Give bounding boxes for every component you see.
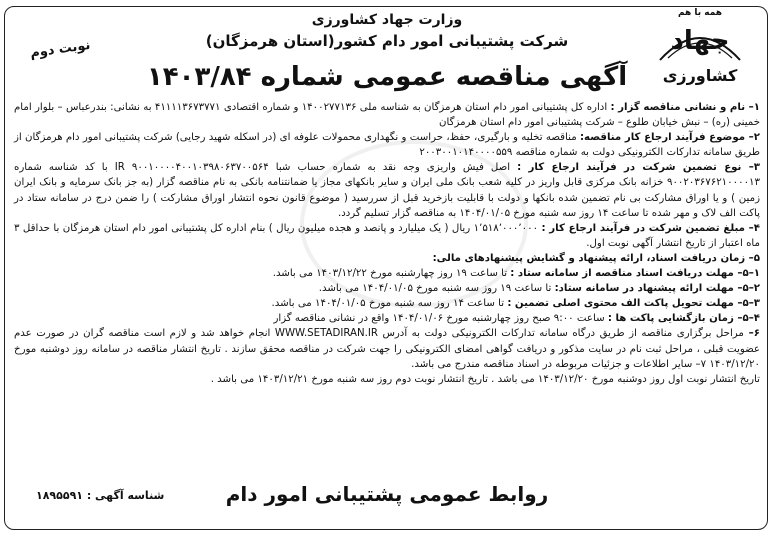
notice-paragraph — [14, 100, 760, 130]
paragraph-text: ساعت ۹:۰۰ صبح روز چهارشنبه مورخ ۱۴۰۴/۰۱/۰۶ واقع در نشانی مناقصه گزار — [273, 313, 608, 325]
paragraph-label: ۱– نام و نشانی مناقصه گزار : — [610, 102, 760, 113]
paragraph-label: ۶– — [743, 328, 760, 340]
paragraph-text: تاریخ انتشار نوبت اول روز دوشنبه مورخ ۱۴۰۳/۱۲/۲۰ می باشد . تاریخ انتشار نوبت دوم روز سه شنبه مورخ ۱۴۰۳/۱۲/۲۱ می باشد . — [210, 373, 760, 385]
ministry-name: وزارت جهاد کشاورزی — [311, 12, 463, 28]
notice-paragraph — [14, 130, 760, 160]
paragraph-text: مناقصه تخلیه و بارگیری، حفظ، حراست و نگهداری محمولات علوفه ای (در اسکله شهید رجایی) شرکت پشتیبانی امور دام هرمزگان از طریق سامانه تدارکات الکترونیکی دولت به شماره مناقصه ۲۰۰۳۰۰۱۰۱۴۰۰۰۰۵۵۹ — [14, 132, 760, 159]
notice-paragraph — [14, 221, 760, 251]
paragraph-text: تا ساعت ۱۴ روز سه شنبه مورخ ۱۴۰۴/۰۱/۰۵ می باشد. — [271, 298, 508, 310]
jihad-logo — [650, 8, 750, 96]
notice-paragraph — [14, 311, 760, 326]
notice-paragraph — [14, 372, 760, 387]
paragraph-label: ۲–۵– مهلت ارائه پیشنهاد در سامانه ستاد: — [554, 283, 760, 295]
paragraph-text: اصل فیش واریزی وجه نقد به شماره حساب شبا IR ۹۰۰۱۰۰۰۰۴۰۰۱۰۳۹۸۰۶۳۷۰۰۵۶۴ با کد شناسه شماره ۹۰۰۲۰۳۶۷۶۲۱۰۰۰۰۱۳ خزانه بانک مرکزی قابل واریز در کلیه شعب بانک ملی ایران و سایر بانکهای مجاز یا ضمانتنامه بانکی به نام مناقصه گزار (به جز بانک سرمایه و بانک ایران زمین ) و یا اوراق مشارکت بی نام تضمین شده بانکها و دولت با قابلیت بازخرید قبل از سررسید ( موضوع قانون نحوه انتشار اوراق مشارکت ) را ضمن درج در سامانه ستاد در پاکت الف لاک و مهر شده تا ساعت ۱۴ روز سه شنبه مورخ ۱۴۰۴/۰۱/۰۵ به مناقصه گزار تسلیم گردد. — [14, 162, 760, 219]
notice-paragraph — [14, 281, 760, 296]
notice-paragraph — [14, 160, 760, 220]
paragraph-text: مراحل برگزاری مناقصه از طریق درگاه سامانه تدارکات الکترونیکی دولت به آدرس WWW.SETADIRAN.IR انجام خواهد شد و لازم است مناقصه گران در صورت عدم عضویت قبلی ، مراحل ثبت نام در سایت مذکور و دریافت گواهی امضای الکترونیکی را جهت شرکت در مناقصه محقق سازند . تاریخ انتشار مناقصه در سامانه روز دوشنبه مورخ ۱۴۰۳/۱۲/۲۰ ۷– سایر اطلاعات و جزئیات مربوطه در اسناد مناقصه مندرج می باشد. — [14, 328, 760, 370]
paragraph-text: تا ساعت ۱۹ روز سه شنبه مورخ ۱۴۰۴/۰۱/۰۵ می باشد. — [318, 283, 555, 295]
notice-body — [14, 100, 760, 387]
logo-motto: همه با هم — [677, 8, 723, 18]
paragraph-label: ۴– مبلغ تضمین شرکت در فرآیند ارجاع کار : — [541, 222, 760, 234]
notice-title: آگهی مناقصه عمومی شماره ۱۴۰۳/۸۴ — [146, 62, 628, 92]
logo-subword: کشاورزی — [662, 66, 738, 85]
notice-paragraph — [14, 266, 760, 281]
publication-turn: نوبت دوم — [29, 37, 92, 62]
footer-public-relations: روابط عمومی پشتیبانی امور دام — [225, 482, 549, 506]
ad-identifier: شناسه آگهی : ۱۸۹۵۵۹۱ — [36, 489, 165, 502]
paragraph-label: ۲– موضوع فرآیند ارجاع کار مناقصه: — [579, 132, 760, 144]
paragraph-label: ۳–۵– مهلت تحویل پاکت الف محتوی اصلی تضمین : — [507, 298, 760, 310]
paragraph-text: ۱٬۵۱۸٬۰۰۰٬۰۰۰ ریال ( یک میلیارد و پانصد و هجده میلیون ریال ) بنام اداره کل پشتیبانی امور دام استان هرمزگان با حداقل ۳ ماه اعتبار از تاریخ انتشار آگهی نوبت اول. — [14, 222, 760, 249]
paragraph-text: اداره کل پشتیبانی امور دام استان هرمزگان به شناسه ملی ۱۴۰۰۲۷۷۱۳۶ و شماره اقتصادی ۴۱۱۱۱۳۶۷۳۷۷۱ به نشانی: بندرعباس – بلوار امام خمینی (ره) – نبش خیابان طلوع – شرکت پشتیبانی امور دام استان هرمزگان — [14, 102, 760, 129]
notice-paragraph — [14, 326, 760, 371]
notice-paragraph — [14, 251, 760, 266]
company-name: شرکت پشتیبانی امور دام کشور(استان هرمزگان) — [205, 32, 569, 50]
paragraph-label: ۳– نوع تضمین شرکت در فرآیند ارجاع کار : — [517, 162, 761, 174]
paragraph-label: ۴–۵– زمان بازگشایی پاکت ها : — [607, 313, 760, 325]
paragraph-label: ۵– زمان دریافت اسناد، ارائه پیشنهاد و گشایش پیشنهادهای مالی: — [432, 252, 760, 264]
logo-word: جهاد — [670, 26, 730, 56]
notice-paragraph — [14, 296, 760, 311]
paragraph-label: ۱–۵– مهلت دریافت اسناد مناقصه از سامانه ستاد : — [510, 268, 760, 280]
paragraph-text: تا ساعت ۱۹ روز چهارشنبه مورخ ۱۴۰۳/۱۲/۲۲ می باشد. — [272, 268, 511, 280]
